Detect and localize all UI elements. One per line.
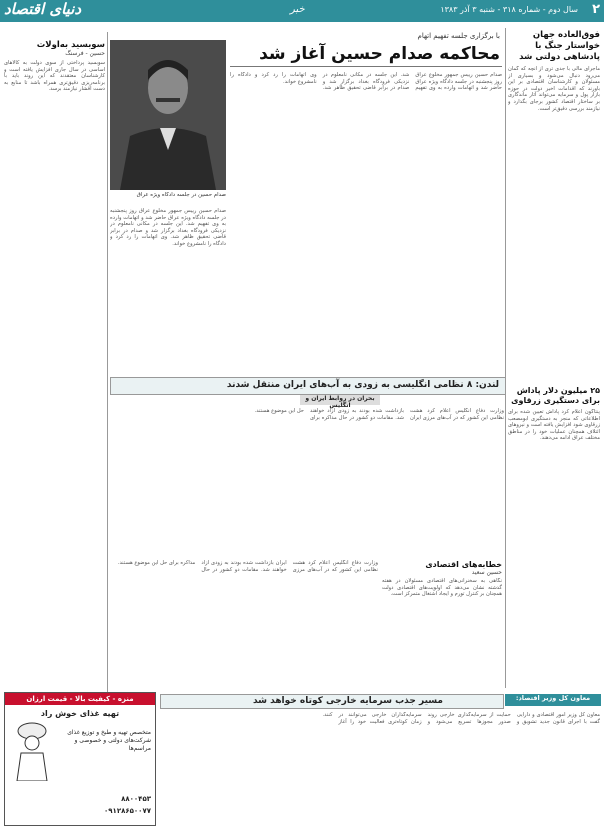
photo-side-text: صدام حسین رییس جمهور مخلوع عراق روز پنجشنبه در جلسه دادگاه ویژه عراق حاضر شد و اتهامات وارده به وی تفهیم شد. این جلسه در مکانی نامعلوم در نزدیکی فرودگاه بغداد برگزار شد و صدام در برابر قاضی تحقیق ظاهر شد. وی اتهامات را رد کرد و دادگاه را نامشروع خواند. (110, 208, 226, 247)
economic-box (382, 560, 502, 688)
section-label: خبر (290, 4, 305, 15)
economic-body: نگاهی به سخنرانی‌های اقتصادی مسئولان در هفته گذشته نشان می‌دهد که اولویت‌های اقتصادی دولت همچنان بر کنترل تورم و ایجاد اشتغال متمرکز است. (382, 578, 502, 598)
main-headline: محاکمه صدام حسین آغاز شد (259, 44, 500, 64)
bottom-headline: مسیر جذب سرمایه خارجی کوتاه خواهد شد (252, 696, 443, 706)
right-column-body: ماجرای مالی با جدی تری از آنچه که گمان می‌رود دنبال می‌شود و بسیاری از مسئولان و کارشناسان اقتصادی بر این باورند که اقدامات اخیر دولت در حوزه بازار پول و سرمایه می‌تواند آثار ماندگاری بر ساختار اقتصاد کشور برجای بگذارد و نیازمند بررسی دقیق‌تر است. (508, 66, 600, 112)
main-kicker: با برگزاری جلسه تفهیم اتهام (417, 32, 500, 40)
right-bottom-story (508, 386, 600, 699)
right-bottom-title: ۲۵ میلیون دلار پاداش برای دستگیری زرقاوی (511, 386, 600, 405)
lower-story-body: وزارت دفاع انگلیس اعلام کرد هشت نظامی این کشور که در آب‌های مرزی ایران بازداشت شده بودند به زودی آزاد خواهند شد. مقامات دو کشور در حال مذاکره برای حل این موضوع هستند. (254, 408, 504, 421)
ad-phone-1: ۸۸۰۰۴۵۳ (121, 795, 151, 803)
ad-body: متخصص تهیه و طبخ و توزیع غذای شرکت‌های دولتی و خصوصی و مراسم‌ها (67, 729, 151, 752)
bottom-headline-box (160, 694, 504, 709)
newspaper-logo: دنیای اقتصاد (4, 0, 82, 18)
saddam-photo (110, 40, 226, 190)
banner-title: لندن: ۸ نظامی انگلیسی به زودی به آب‌های ایران منتقل شدند (226, 380, 499, 390)
right-column (508, 30, 600, 396)
ad-subtitle: تهیه غذای خوش راد (40, 709, 120, 718)
divider (230, 66, 502, 67)
banner-headline-box (110, 377, 506, 395)
chef-icon (9, 721, 55, 781)
left-column-title: سوبسید به‌اولات (36, 40, 105, 50)
banner-tag: بحران در روابط ایران و انگلیس (300, 395, 380, 405)
main-story-body: صدام حسین رییس جمهور مخلوع عراق روز پنجشنبه در جلسه دادگاه ویژه عراق حاضر شد و اتهامات وارده به وی تفهیم شد. این جلسه در مکانی نامعلوم در نزدیکی فرودگاه بغداد برگزار شد و صدام در برابر قاضی تحقیق ظاهر شد. وی اتهامات را رد کرد و دادگاه را نامشروع خواند. (230, 72, 502, 92)
left-column (4, 40, 105, 702)
right-bottom-body: پنتاگون اعلام کرد پاداش تعیین شده برای اطلاعاتی که منجر به دستگیری ابومصعب زرقاوی شود افزایش یافته است و نیروهای ائتلاف همچنان عملیات خود را در مناطق مختلف عراق ادامه می‌دهند. (508, 409, 600, 442)
photo-caption: صدام حسین در جلسه دادگاه ویژه عراق (136, 192, 226, 198)
left-column-subtitle: حسین - فرسنگ (65, 50, 105, 57)
divider (107, 32, 108, 692)
page-number: ۲ (592, 2, 600, 17)
masthead-bar (0, 0, 604, 22)
left-column-body: سوبسید پرداختی از سوی دولت به کالاهای اساسی در سال جاری افزایش یافته است و کارشناسان معتقدند که این روند باید با برنامه‌ریزی دقیق‌تری همراه باشد تا منابع به دست اقشار نیازمند برسد. (4, 60, 105, 93)
economic-author: حسین سعید (471, 569, 502, 576)
ad-title: منزه - کیفیت بالا - قیمت ارزان (5, 693, 155, 705)
divider (505, 28, 506, 688)
food-ad (4, 692, 156, 826)
lower-story-continued: وزارت دفاع انگلیس اعلام کرد هشت نظامی این کشور که در آب‌های مرزی ایران بازداشت شده بودند به زودی آزاد خواهند شد. مقامات دو کشور در حال مذاکره برای حل این موضوع هستند. (117, 560, 378, 573)
ad-phone-2: ۰۹۱۲۸۶۵۰۰۷۷ (104, 807, 151, 815)
issue-info: سال دوم - شماره ۳۱۸ - شنبه ۳ آذر ۱۳۸۳ (440, 5, 578, 14)
right-column-title: فوق‌العاده جهان خواستار جنگ با پادشاهی دولتی شد (519, 30, 600, 62)
bottom-story-tag: معاون کل وزیر اقتصاد: (505, 694, 601, 706)
economic-title: خطابه‌های اقتصادی (425, 560, 502, 569)
bottom-story-body: معاون کل وزیر امور اقتصادی و دارایی گفت با اجرای قانون جدید تشویق و حمایت از سرمایه‌گذاری خارجی روند صدور مجوزها تسریع می‌شود و سرمایه‌گذاران خارجی می‌توانند در زمان کوتاه‌تری فعالیت خود را آغاز کنند. (322, 712, 600, 725)
main-story-head (230, 32, 500, 64)
portrait-image (110, 40, 226, 190)
